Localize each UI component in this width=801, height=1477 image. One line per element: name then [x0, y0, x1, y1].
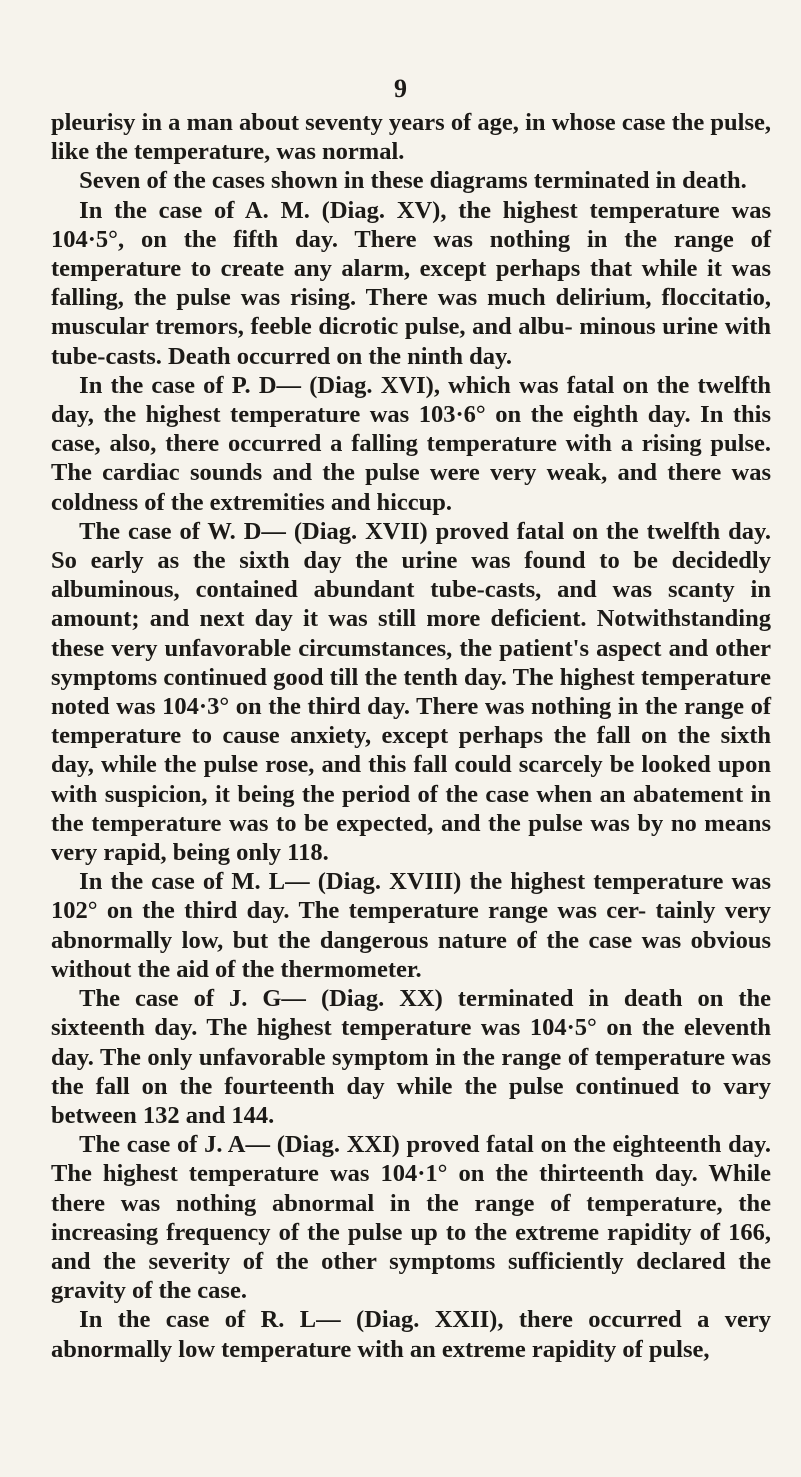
paragraph: In the case of P. D— (Diag. XVI), which was fatal on the twelfth day, the highest temperature was 103·6° on the eighth day. In this case, also, there occurred a falling temperature with a rising pulse. The cardiac sounds and the pulse were very weak, and there was coldness of the extremities and hiccup.: [51, 371, 771, 516]
paragraph: In the case of R. L— (Diag. XXII), there occurred a very abnormally low temperature with an extreme rapidity of pulse,: [51, 1306, 771, 1363]
paragraph: In the case of A. M. (Diag. XV), the highest temperature was 104·5°, on the fifth day. There was nothing in the range of temperature to create any alarm, except perhaps that while it was falling, the pulse was rising. There was much delirium, floccitatio, muscular tremors, feeble dicrotic pulse, and albu- minous urine with tube-casts. Death occurred on the ninth day.: [51, 196, 771, 370]
paragraph: In the case of M. L— (Diag. XVIII) the highest temperature was 102° on the third day. The temperature range was cer- tainly very abnormally low, but the dangerous nature of the case was obvious without the aid of the thermometer.: [51, 868, 771, 983]
paragraph: pleurisy in a man about seventy years of age, in whose case the pulse, like the temperature, was normal.: [51, 109, 771, 166]
paragraph: The case of J. G— (Diag. XX) terminated in death on the sixteenth day. The highest temperature was 104·5° on the eleventh day. The only unfavorable symptom in the range of temperature was the fall on the fourteenth day while the pulse continued to vary between 132 and 144.: [51, 985, 771, 1129]
page-number: 9: [394, 74, 407, 103]
body-text: [51, 108, 771, 1364]
paragraph: The case of J. A— (Diag. XXI) proved fatal on the eighteenth day. The highest temperature was 104·1° on the thirteenth day. While there was nothing abnormal in the range of temperature, the increasing frequency of the pulse up to the extreme rapidity of 166, and the severity of the other symptoms sufficiently declared the gravity of the case.: [51, 1131, 771, 1305]
paragraph: Seven of the cases shown in these diagrams terminated in death.: [79, 167, 747, 195]
paragraph: The case of W. D— (Diag. XVII) proved fatal on the twelfth day. So early as the sixth day the urine was found to be decidedly albuminous, contained abundant tube-casts, and was scanty in amount; and next day it was still more deficient. Notwithstanding these very unfavorable circumstances, the patient's aspect and other symptoms continued good till the tenth day. The highest temperature noted was 104·3° on the third day. There was nothing in the range of temperature to cause anxiety, except perhaps the fall on the sixth day, while the pulse rose, and this fall could scarcely be looked upon with suspicion, it being the period of the case when an abatement in the temperature was to be expected, and the pulse was by no means very rapid, being only 118.: [51, 517, 771, 867]
